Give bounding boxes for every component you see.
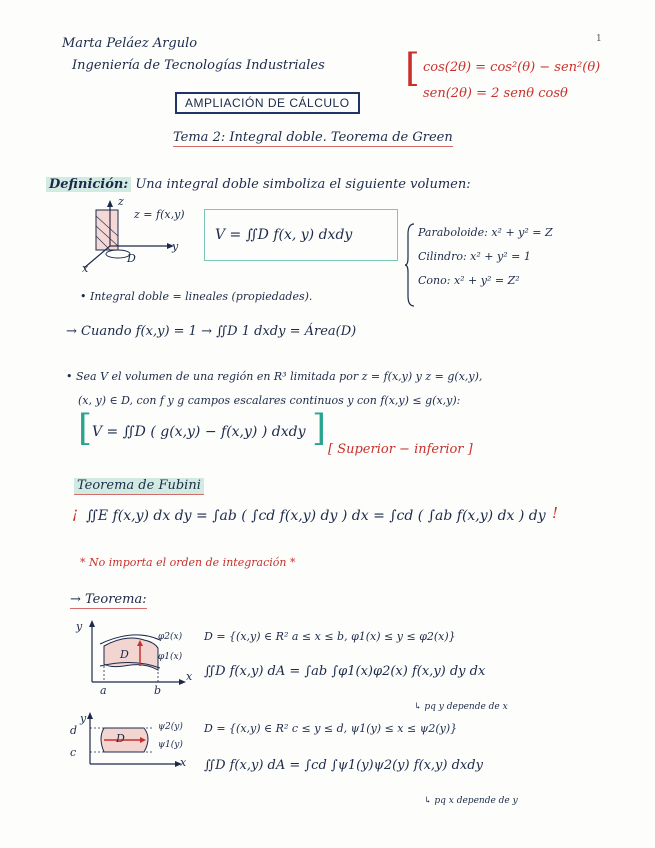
- graph-y-label: y: [172, 240, 179, 253]
- case2-domain: D = {(x,y) ∈ R² c ≤ y ≤ d, ψ1(y) ≤ x ≤ ψ2(y)}: [204, 722, 458, 735]
- course-title: AMPLIACIÓN DE CÁLCULO: [175, 92, 360, 114]
- case2-psi2-label: ψ2(y): [158, 722, 183, 732]
- fubini-title-text: Teorema de Fubini: [74, 478, 204, 495]
- case2-c-label: c: [70, 746, 77, 759]
- case1-y-label: y: [76, 620, 83, 633]
- area-property: → Cuando f(x,y) = 1 → ∬D 1 dxdy = Área(D): [66, 324, 357, 339]
- surface-cono: Cono: x² + y² = Z²: [418, 274, 520, 287]
- case1-b-label: b: [154, 684, 162, 697]
- superior-inferior-note: [ Superior − inferior ]: [328, 442, 473, 457]
- volume-between-line-1: • Sea V el volumen de una región en R³ limitada por z = f(x,y) y z = g(x,y),: [66, 370, 483, 383]
- definition-label: Definición:: [46, 177, 131, 192]
- case2-psi1-label: ψ1(y): [158, 740, 183, 750]
- trig-line-2: sen(2θ) = 2 senθ cosθ: [423, 86, 568, 101]
- fubini-note: * No importa el orden de integración *: [80, 556, 296, 569]
- teal-bracket-right-icon: ]: [312, 408, 327, 449]
- page-number: 1: [596, 34, 602, 44]
- graph-z-label: z: [118, 195, 124, 208]
- case1-integral: ∬D f(x,y) dA = ∫ab ∫φ1(x)φ2(x) f(x,y) dy dx: [204, 664, 486, 679]
- surface-paraboloide: Paraboloide: x² + y² = Z: [418, 226, 553, 239]
- red-bracket-icon: [: [405, 46, 420, 90]
- teorema-title: [70, 592, 147, 607]
- case1-phi1-label: φ1(x): [158, 652, 183, 662]
- volume-formula-box: V = ∬D f(x, y) dxdy: [204, 209, 398, 261]
- case1-a-label: a: [100, 684, 107, 697]
- case1-d-label: D: [120, 648, 129, 661]
- case2-x-label: x: [180, 756, 187, 769]
- teorema-title-text: → Teorema:: [70, 592, 147, 607]
- graph-d-label: D: [127, 252, 136, 265]
- linear-property: • Integral doble = lineales (propiedades).: [80, 290, 313, 303]
- surface-cilindro: Cilindro: x² + y² = 1: [418, 250, 531, 263]
- definition-line: [46, 177, 471, 192]
- topic-title: [173, 130, 453, 145]
- exclaim-close-icon: !: [552, 504, 559, 522]
- fubini-title: [74, 478, 204, 493]
- volume-between-formula: V = ∬D ( g(x,y) − f(x,y) ) dxdy: [92, 424, 306, 440]
- topic-text: Tema 2: Integral doble. Teorema de Green: [173, 130, 453, 145]
- curly-brace-icon: [404, 222, 416, 308]
- case2-d-label: d: [70, 724, 78, 737]
- trig-line-1: cos(2θ) = cos²(θ) − sen²(θ): [423, 60, 601, 75]
- author-name: Marta Peláez Argulo: [62, 36, 198, 51]
- case2-integral: ∬D f(x,y) dA = ∫cd ∫ψ1(y)ψ2(y) f(x,y) dxdy: [204, 758, 483, 773]
- case1-x-label: x: [186, 670, 193, 683]
- case2-y-label: y: [80, 712, 87, 725]
- degree-name: Ingeniería de Tecnologías Industriales: [72, 58, 325, 73]
- case1-note: ↳ pq y depende de x: [414, 702, 508, 712]
- graph-x-label: x: [82, 262, 89, 275]
- case2-note: ↳ pq x depende de y: [424, 796, 518, 806]
- case2-d-region-label: D: [116, 732, 125, 745]
- volume-between-line-2: (x, y) ∈ D, con f y g campos escalares continuos y con f(x,y) ≤ g(x,y):: [78, 394, 461, 407]
- exclaim-open-icon: ¡: [72, 504, 79, 522]
- case1-domain: D = {(x,y) ∈ R² a ≤ x ≤ b, φ1(x) ≤ y ≤ φ2(x)}: [204, 630, 456, 643]
- fubini-formula: ∬E f(x,y) dx dy = ∫ab ( ∫cd f(x,y) dy ) dx = ∫cd ( ∫ab f(x,y) dx ) dy: [86, 508, 546, 524]
- case1-phi2-label: φ2(x): [158, 632, 183, 642]
- graph-surface-label: z = f(x,y): [134, 208, 185, 221]
- definition-text: Una integral doble simboliza el siguiente volumen:: [135, 177, 471, 192]
- teal-bracket-left-icon: [: [78, 408, 93, 449]
